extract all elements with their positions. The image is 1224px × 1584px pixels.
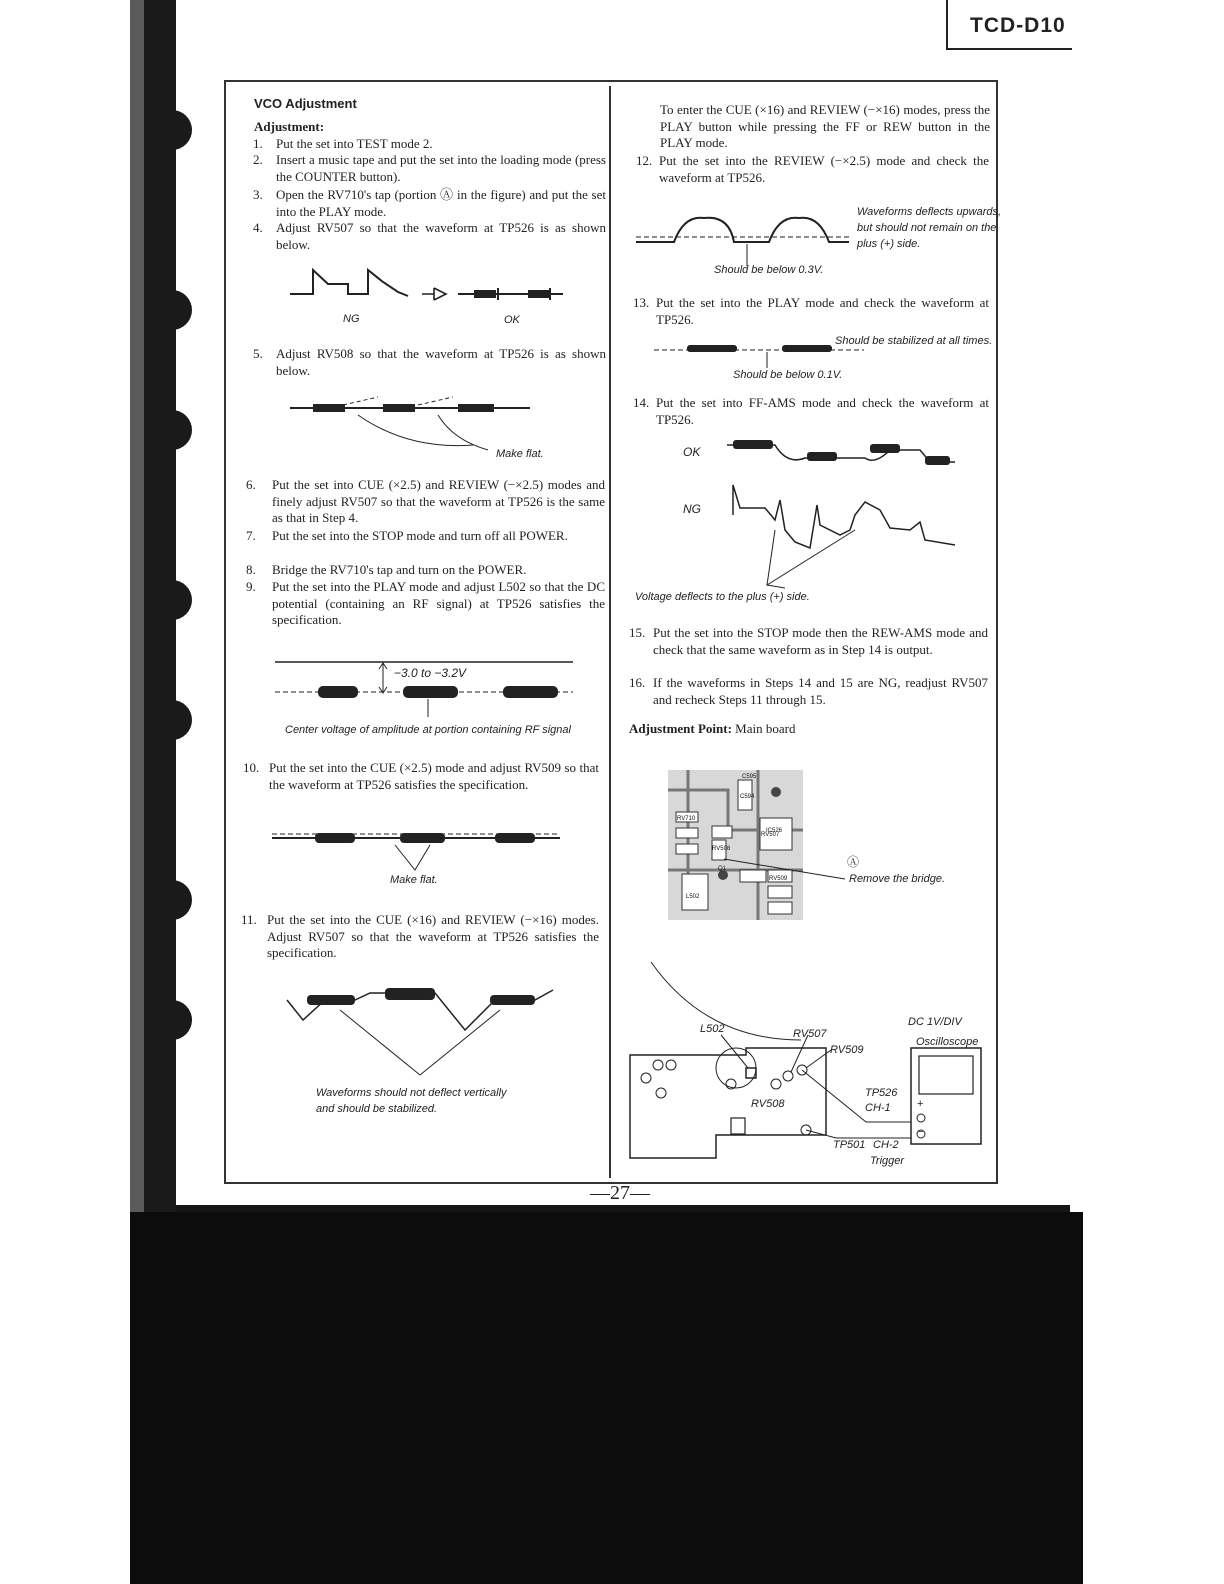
fig-step11-waveform [285,985,560,1080]
main-board-photo [668,770,808,920]
label-tp501: TP501 [833,1139,866,1151]
board-label: IC526 [766,828,783,834]
fig12-note-1: Waveforms deflects upwards, [857,206,1002,218]
fig14-ok-label: OK [683,445,701,459]
board-label: RV507 [761,832,780,838]
page-number: —27— [590,1182,650,1204]
label-ch1: CH-1 [865,1102,891,1114]
fig4-ok-label: OK [504,314,520,326]
binder-hole [170,1000,192,1040]
binder-hole [170,110,192,150]
label-l502: L502 [700,1023,725,1035]
fig13-note: Should be stabilized at all times. [835,335,993,347]
label-plus: + [917,1098,924,1110]
binder-hole [170,410,192,450]
board-label: L502 [686,894,700,900]
label-oscilloscope: Oscilloscope [916,1036,979,1048]
board-label: RV509 [769,876,788,882]
model-header [946,0,1072,50]
fig4-ng-label: NG [343,313,360,325]
model-number: TCD-D10 [970,14,1066,37]
fig5-note: Make flat. [496,448,544,460]
fig-step4-waveforms [288,262,578,312]
fig-step12-waveform [634,210,854,265]
board-label: Q1 [718,866,727,872]
fig-step10-waveform [270,825,565,875]
right-intro: To enter the CUE (×16) and REVIEW (−×16) modes, press the PLAY button while pressing the FF or REW button in the PLAY mode. [660,102,990,150]
fig12-note-2: but should not remain on the [857,222,997,234]
binder-hole [170,700,192,740]
section-title: VCO Adjustment [254,96,357,111]
adjustment-label: Adjustment: [254,119,325,134]
board-label: RV710 [677,816,696,822]
scan-bottom-area [130,1212,1083,1584]
label-rv508: RV508 [751,1098,785,1110]
board-label: RV508 [712,846,731,852]
oscilloscope-setup-diagram [626,960,996,1170]
remove-bridge-note: Remove the bridge. [849,873,945,885]
board-label: C595 [742,774,757,780]
fig11-note-2: and should be stabilized. [316,1103,438,1115]
label-tp526: TP526 [865,1087,898,1099]
binder-hole [170,580,192,620]
binder-hole [170,880,192,920]
fig14-ng-label: NG [683,502,701,516]
fig12-below: Should be below 0.3V. [714,264,824,276]
bridge-marker: Ⓐ [847,855,860,869]
fig10-note: Make flat. [390,874,438,886]
fig13-below: Should be below 0.1V. [733,369,843,381]
column-divider [609,86,611,1178]
fig9-value: −3.0 to −3.2V [394,666,467,680]
label-dc: DC 1V/DIV [908,1016,962,1028]
fig12-note-3: plus (+) side. [857,238,921,250]
adjustment-point: Adjustment Point: Main board [629,721,796,736]
binder-hole [170,290,192,330]
label-ch2: CH-2 [873,1139,899,1151]
remove-bridge-leader [720,855,860,885]
fig9-note: Center voltage of amplitude at portion containing RF signal [285,724,571,736]
label-trigger: Trigger [870,1155,905,1167]
label-minus: − [917,1126,924,1138]
label-rv509: RV509 [830,1044,864,1056]
scan-edge-strip [130,0,144,1300]
board-label: C594 [740,794,755,800]
label-rv507: RV507 [793,1028,827,1040]
fig11-note-1: Waveforms should not deflect vertically [316,1087,507,1099]
fig-step14-waveforms [725,430,960,595]
fig14-note: Voltage deflects to the plus (+) side. [635,591,810,603]
fig-step5-waveform [288,395,533,455]
